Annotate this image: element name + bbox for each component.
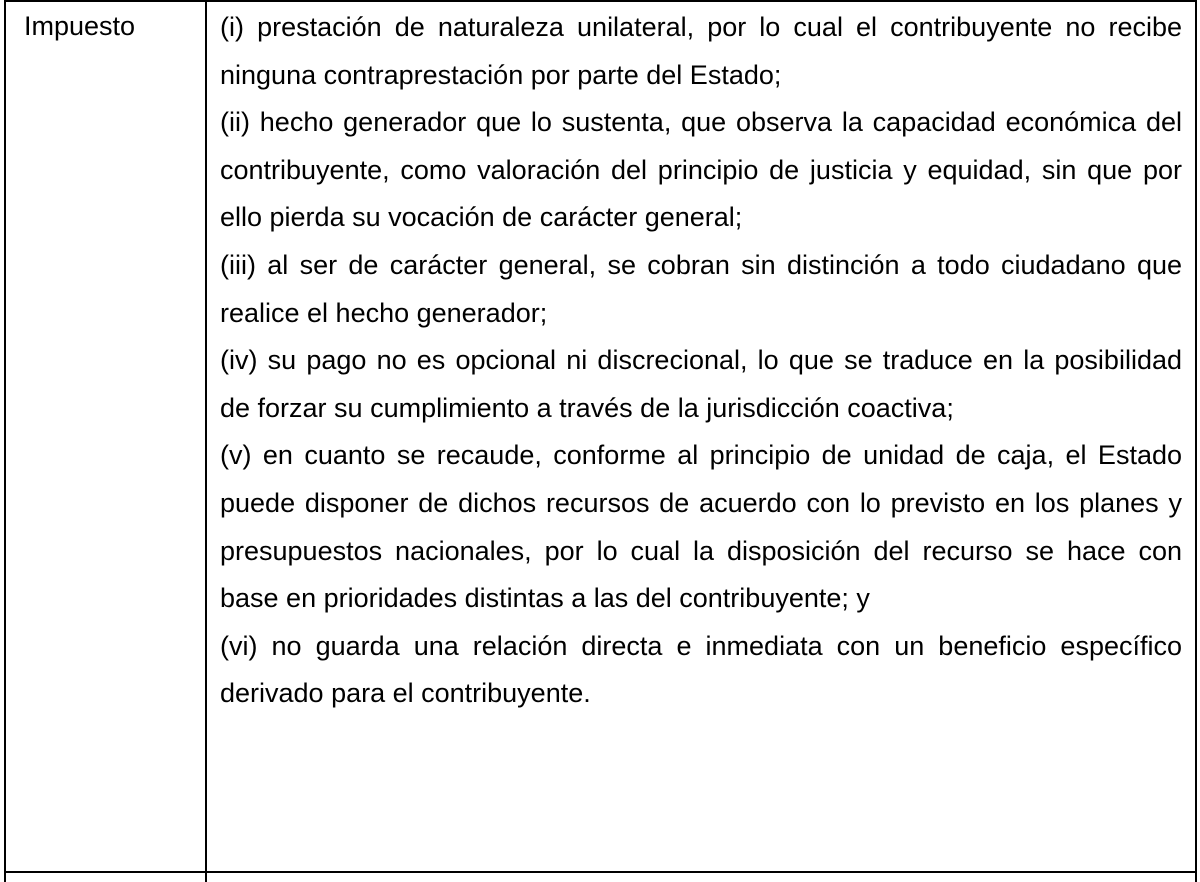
next-row-left-border: [4, 873, 6, 882]
characteristic-item-i: (i) prestación de naturaleza unilateral, por lo cual el contribuyente no recibe ninguna contraprestación por parte del Estado;: [220, 12, 1182, 90]
characteristic-item-ii: (ii) hecho generador que lo sustenta, que observa la capacidad económica del contribuyente, como valoración del principio de justicia y equidad, sin que por ello pierda su vocación de carácter general;: [220, 107, 1182, 233]
column-divider: [205, 0, 207, 882]
characteristic-item-v: (v) en cuanto se recaude, conforme al principio de unidad de caja, el Estado puede disponer de dichos recursos de acuerdo con lo previsto en los planes y presupuestos nacionales, por lo cual la disposición del recurso se hace con base en prioridades distintas a las del contribuyente; y: [220, 440, 1182, 614]
characteristic-item-iv: (iv) su pago no es opcional ni discrecional, lo que se traduce en la posibilidad de forzar su cumplimiento a través de la jurisdicción coactiva;: [220, 345, 1182, 423]
characteristic-item-vi: (vi) no guarda una relación directa e inmediata con un beneficio específico derivado para el contribuyente.: [220, 630, 1182, 709]
row-divider: [4, 871, 1197, 873]
next-row-right-border: [1195, 873, 1197, 882]
characteristic-item-iii: (iii) al ser de carácter general, se cobran sin distinción a todo ciudadano que realice el hecho generador;: [220, 249, 1182, 328]
characteristics-cell: [220, 4, 1182, 718]
term-cell: Impuesto: [24, 11, 136, 41]
